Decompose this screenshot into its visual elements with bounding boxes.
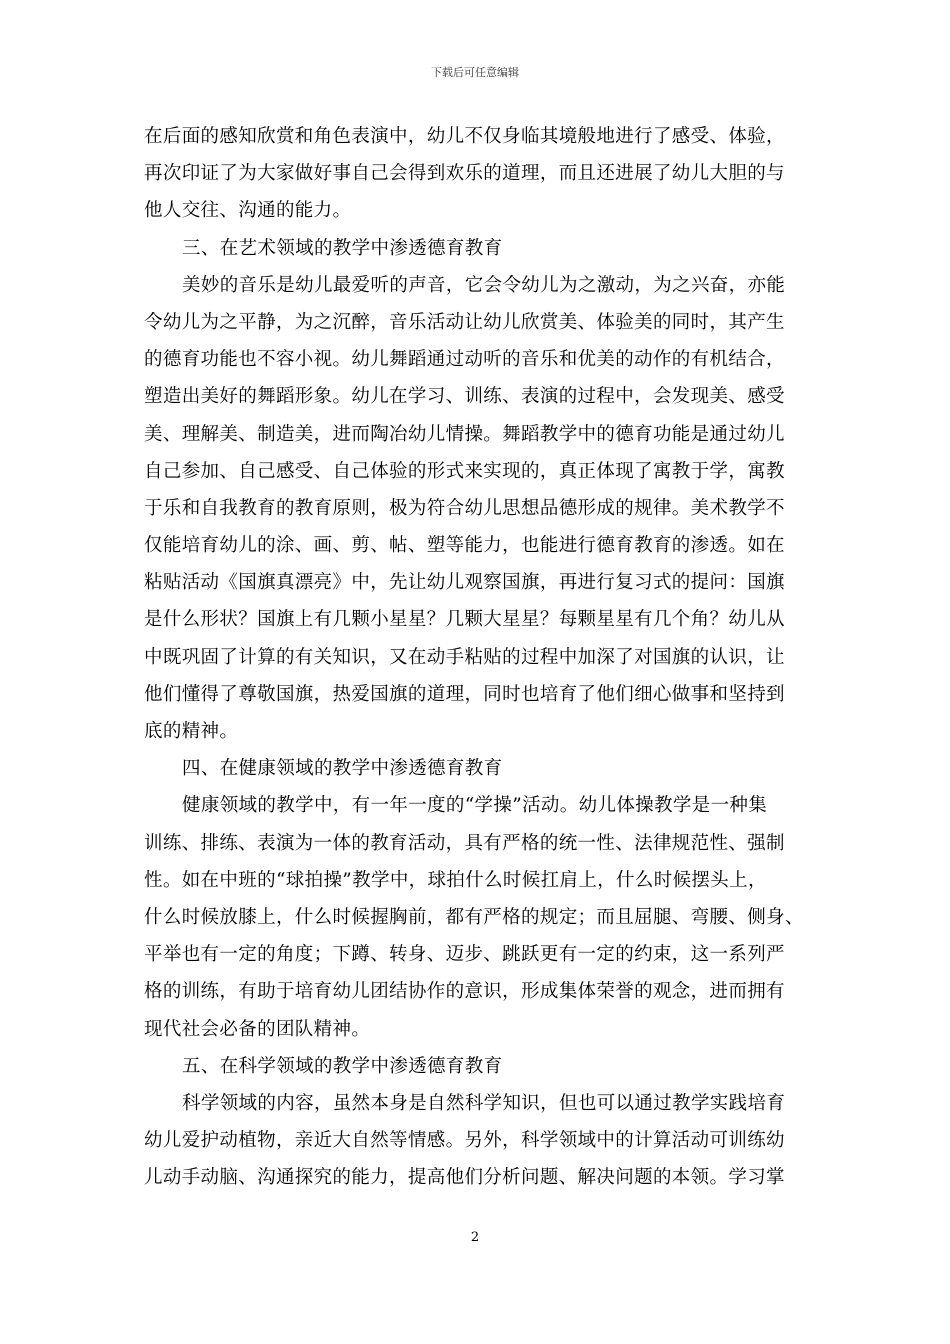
text-line: 现代社会必备的团队精神。 — [144, 1018, 371, 1040]
text-line: 什么时候放膝上，什么时候握胸前，都有严格的规定；而且屈腿、弯腰、侧身、 — [144, 906, 804, 928]
text-line: 令幼儿为之平静，为之沉醉，音乐活动让幼儿欣赏美、体验美的同时，其产生 — [144, 311, 785, 333]
text-line: 训练、排练、表演为一体的教育活动，具有严格的统一性、法律规范性、强制 — [144, 832, 785, 854]
text-line: 塑造出美好的舞蹈形象。幼儿在学习、训练、表演的过程中，会发现美、感受 — [144, 386, 785, 408]
text-line: 美妙的音乐是幼儿最爱听的声音，它会令幼儿为之激动，为之兴奋，亦能 — [182, 274, 786, 296]
text-line: 的德育功能也不容小视。幼儿舞蹈通过动听的音乐和优美的动作的有机结合， — [144, 349, 785, 371]
text-line: 儿动手动脑、沟通探究的能力，提高他们分析问题、解决问题的本领。学习掌 — [144, 1167, 785, 1189]
section-heading-health: 四、在健康领域的教学中渗透德育教育 — [182, 758, 503, 780]
text-line: 性。如在中班的“球拍操”教学中，球拍什么时候扛肩上，什么时候摆头上， — [144, 869, 767, 891]
text-line: 他人交往、沟通的能力。 — [144, 200, 352, 222]
document-body — [144, 118, 812, 1196]
text-line: 健康领域的教学中，有一年一度的“学操”活动。幼儿体操教学是一种集 — [182, 795, 768, 817]
text-line: 美、理解美、制造美，进而陶冶幼儿情操。舞蹈教学中的德育功能是通过幼儿 — [144, 423, 785, 445]
text-line: 粘贴活动《国旗真漂亮》中，先让幼儿观察国旗，再进行复习式的提问：国旗 — [144, 572, 785, 594]
page-header-note: 下载后可任意编辑 — [431, 66, 519, 79]
text-line: 于乐和自我教育的教育原则，极为符合幼儿思想品德形成的规律。美术教学不 — [144, 497, 785, 519]
text-line: 中既巩固了计算的有关知识，又在动手粘贴的过程中加深了对国旗的认识，让 — [144, 646, 785, 668]
section-heading-art: 三、在艺术领域的教学中渗透德育教育 — [182, 237, 503, 259]
section-heading-science: 五、在科学领域的教学中渗透德育教育 — [182, 1055, 503, 1077]
text-line: 幼儿爱护动植物，亲近大自然等情感。另外，科学领域中的计算活动可训练幼 — [144, 1130, 785, 1152]
text-line: 自己参加、自己感受、自己体验的形式来实现的，真正体现了寓教于学，寓教 — [144, 460, 785, 482]
text-line: 他们懂得了尊敬国旗，热爱国旗的道理，同时也培育了他们细心做事和坚持到 — [144, 683, 785, 705]
text-line: 在后面的感知欣赏和角色表演中，幼儿不仅身临其境般地进行了感受、体验， — [144, 126, 785, 147]
text-line: 平举也有一定的角度；下蹲、转身、迈步、跳跃更有一定的约束，这一系列严 — [144, 944, 785, 966]
text-line: 底的精神。 — [144, 721, 239, 742]
text-line: 再次印证了为大家做好事自己会得到欢乐的道理，而且还进展了幼儿大胆的与 — [144, 163, 785, 185]
page-number: 2 — [470, 1230, 480, 1245]
text-line: 是什么形状？国旗上有几颗小星星？几颗大星星？每颗星星有几个角？幼儿从 — [144, 609, 785, 631]
text-line: 科学领域的内容，虽然本身是自然科学知识，但也可以通过教学实践培育 — [182, 1092, 786, 1114]
text-line: 仅能培育幼儿的涂、画、剪、帖、塑等能力，也能进行德育教育的渗透。如在 — [144, 535, 785, 557]
text-line: 格的训练，有助于培育幼儿团结协作的意识，形成集体荣誉的观念，进而拥有 — [144, 981, 785, 1003]
